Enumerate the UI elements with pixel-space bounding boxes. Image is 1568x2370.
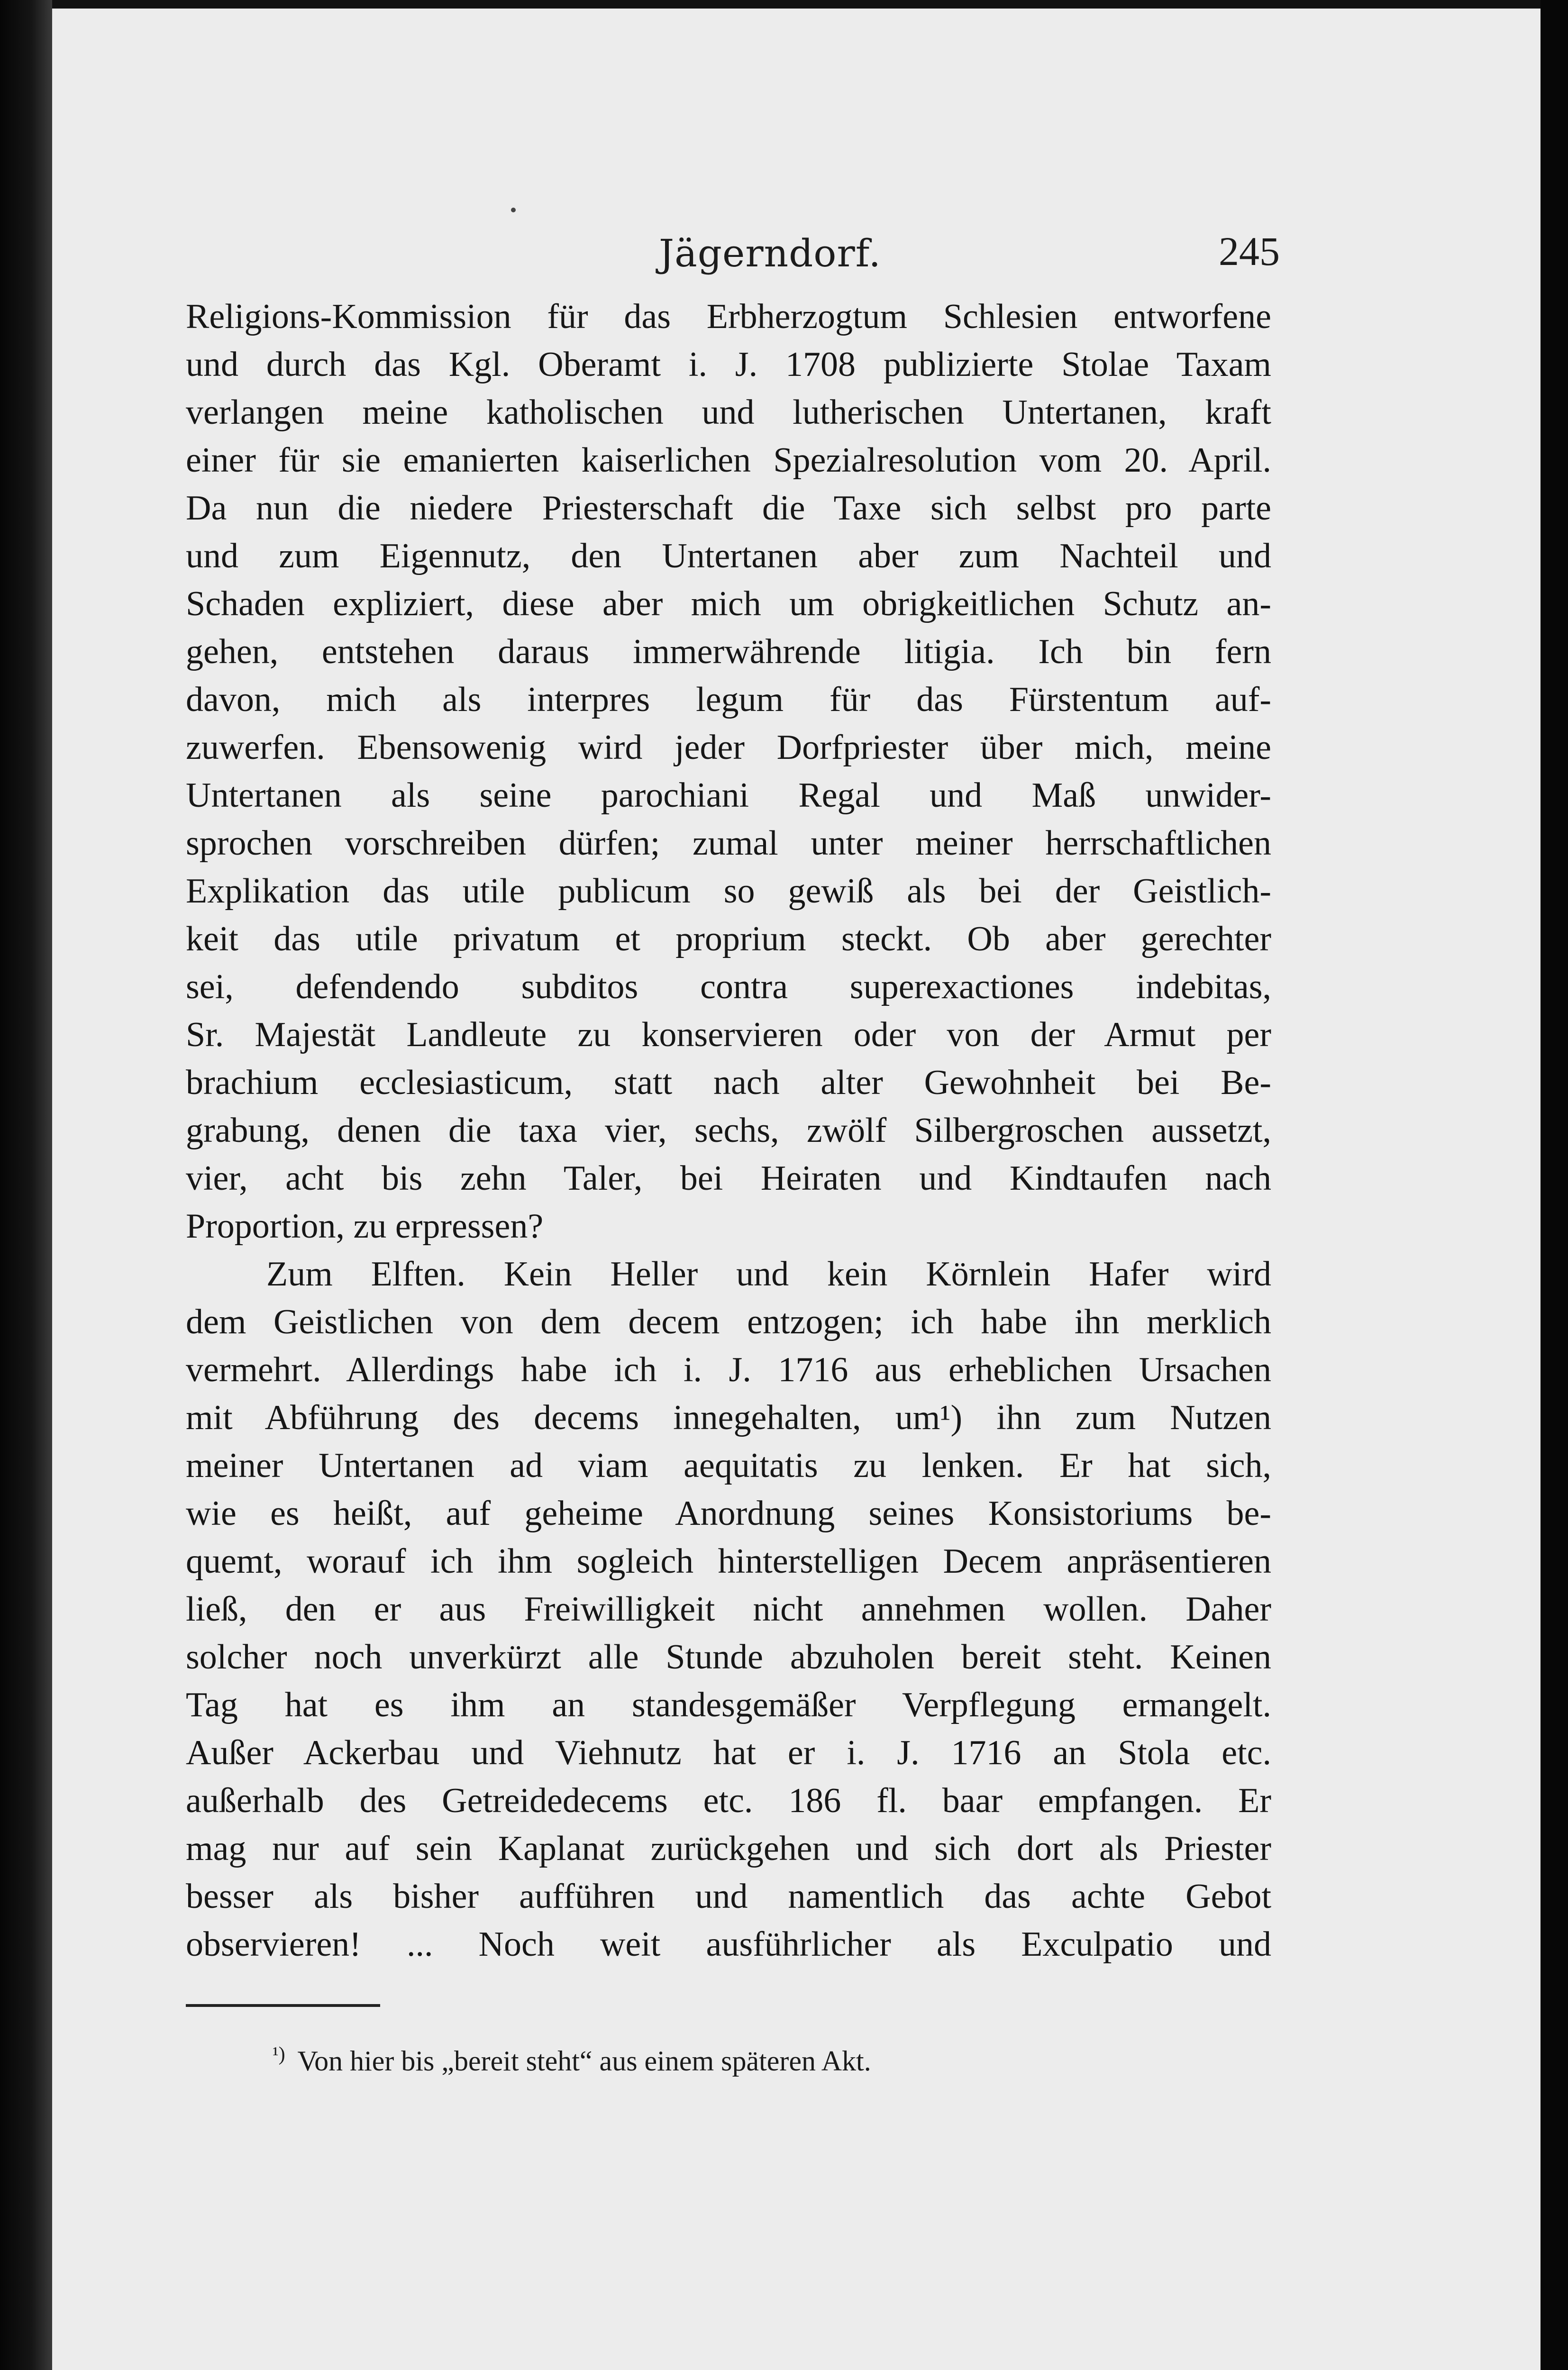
text-line: verlangen meine katholischen und lutherischen Untertanen, kraft — [186, 393, 1271, 432]
text-line: mag nur auf sein Kaplanat zurückgehen und sich dort als Priester — [186, 1829, 1271, 1868]
running-head: Jägerndorf. — [659, 231, 881, 275]
text-line: mit Abführung des decems innegehalten, um¹) ihn zum Nutzen — [186, 1398, 1271, 1437]
page-header — [185, 228, 1280, 289]
text-line: zuwerfen. Ebensowenig wird jeder Dorfpriester über mich, meine — [186, 728, 1271, 767]
footnote-text: Von hier bis „bereit steht“ aus einem späteren Akt. — [297, 2045, 871, 2077]
text-line: meiner Untertanen ad viam aequitatis zu lenken. Er hat sich, — [186, 1446, 1271, 1485]
scan-edge-right — [1541, 0, 1568, 2370]
text-line: Religions-Kommission für das Erbherzogtum Schlesien entworfene — [186, 297, 1271, 336]
footnote-marker: ¹) — [273, 2043, 285, 2065]
text-line: ließ, den er aus Freiwilligkeit nicht annehmen wollen. Daher — [186, 1590, 1271, 1629]
text-line: davon, mich als interpres legum für das Fürstentum auf- — [186, 680, 1271, 719]
text-line: einer für sie emanierten kaiserlichen Spezialresolution vom 20. April. — [186, 441, 1271, 480]
text-line: Tag hat es ihm an standesgemäßer Verpflegung ermangelt. — [186, 1686, 1271, 1724]
text-line: sprochen vorschreiben dürfen; zumal unter meiner herrschaftlichen — [186, 824, 1271, 863]
text-line: besser als bisher aufführen und namentlich das achte Gebot — [186, 1877, 1271, 1916]
text-line: observieren! ... Noch weit ausführlicher als Exculpatio und — [186, 1925, 1271, 1964]
footnote-divider — [186, 2004, 380, 2007]
text-line: Untertanen als seine parochiani Regal und Maß unwider- — [186, 776, 1271, 815]
text-line: und durch das Kgl. Oberamt i. J. 1708 publizierte Stolae Taxam — [186, 345, 1271, 384]
text-line: grabung, denen die taxa vier, sechs, zwölf Silbergroschen aussetzt, — [186, 1111, 1271, 1150]
text-line: Da nun die niedere Priesterschaft die Taxe sich selbst pro parte — [186, 489, 1271, 528]
text-line: Außer Ackerbau und Viehnutz hat er i. J. 1716 an Stola etc. — [186, 1733, 1271, 1772]
text-line: vier, acht bis zehn Taler, bei Heiraten und Kindtaufen nach — [186, 1159, 1271, 1198]
text-line: Schaden expliziert, diese aber mich um obrigkeitlichen Schutz an- — [186, 584, 1271, 623]
text-line: gehen, entstehen daraus immerwährende litigia. Ich bin fern — [186, 632, 1271, 671]
print-speck — [511, 208, 516, 212]
body-text — [186, 293, 1271, 1969]
text-line: Explikation das utile publicum so gewiß als bei der Geistlich- — [186, 872, 1271, 911]
text-line: wie es heißt, auf geheime Anordnung seines Konsistoriums be- — [186, 1494, 1271, 1533]
text-line: Proportion, zu erpressen? — [186, 1207, 544, 1246]
text-line: solcher noch unverkürzt alle Stunde abzuholen bereit steht. Keinen — [186, 1638, 1271, 1677]
text-line: vermehrt. Allerdings habe ich i. J. 1716 aus erheblichen Ursachen — [186, 1350, 1271, 1389]
text-line: quemt, worauf ich ihm sogleich hinterstelligen Decem anpräsentieren — [186, 1542, 1271, 1581]
text-line: sei, defendendo subditos contra superexactiones indebitas, — [186, 967, 1271, 1006]
text-line: keit das utile privatum et proprium steckt. Ob aber gerechter — [186, 920, 1271, 958]
text-line: außerhalb des Getreidedecems etc. 186 fl. baar empfangen. Er — [186, 1781, 1271, 1820]
footnote — [273, 2043, 871, 2078]
text-line: dem Geistlichen von dem decem entzogen; ich habe ihn merklich — [186, 1303, 1271, 1341]
text-line: Sr. Majestät Landleute zu konservieren oder von der Armut per — [186, 1015, 1271, 1054]
text-line: und zum Eigennutz, den Untertanen aber zum Nachteil und — [186, 537, 1271, 575]
text-line: Zum Elften. Kein Heller und kein Körnlein Hafer wird — [266, 1255, 1271, 1294]
page-number: 245 — [1219, 228, 1280, 274]
binding-shadow — [0, 0, 52, 2370]
text-line: brachium ecclesiasticum, statt nach alter Gewohnheit bei Be- — [186, 1063, 1271, 1102]
